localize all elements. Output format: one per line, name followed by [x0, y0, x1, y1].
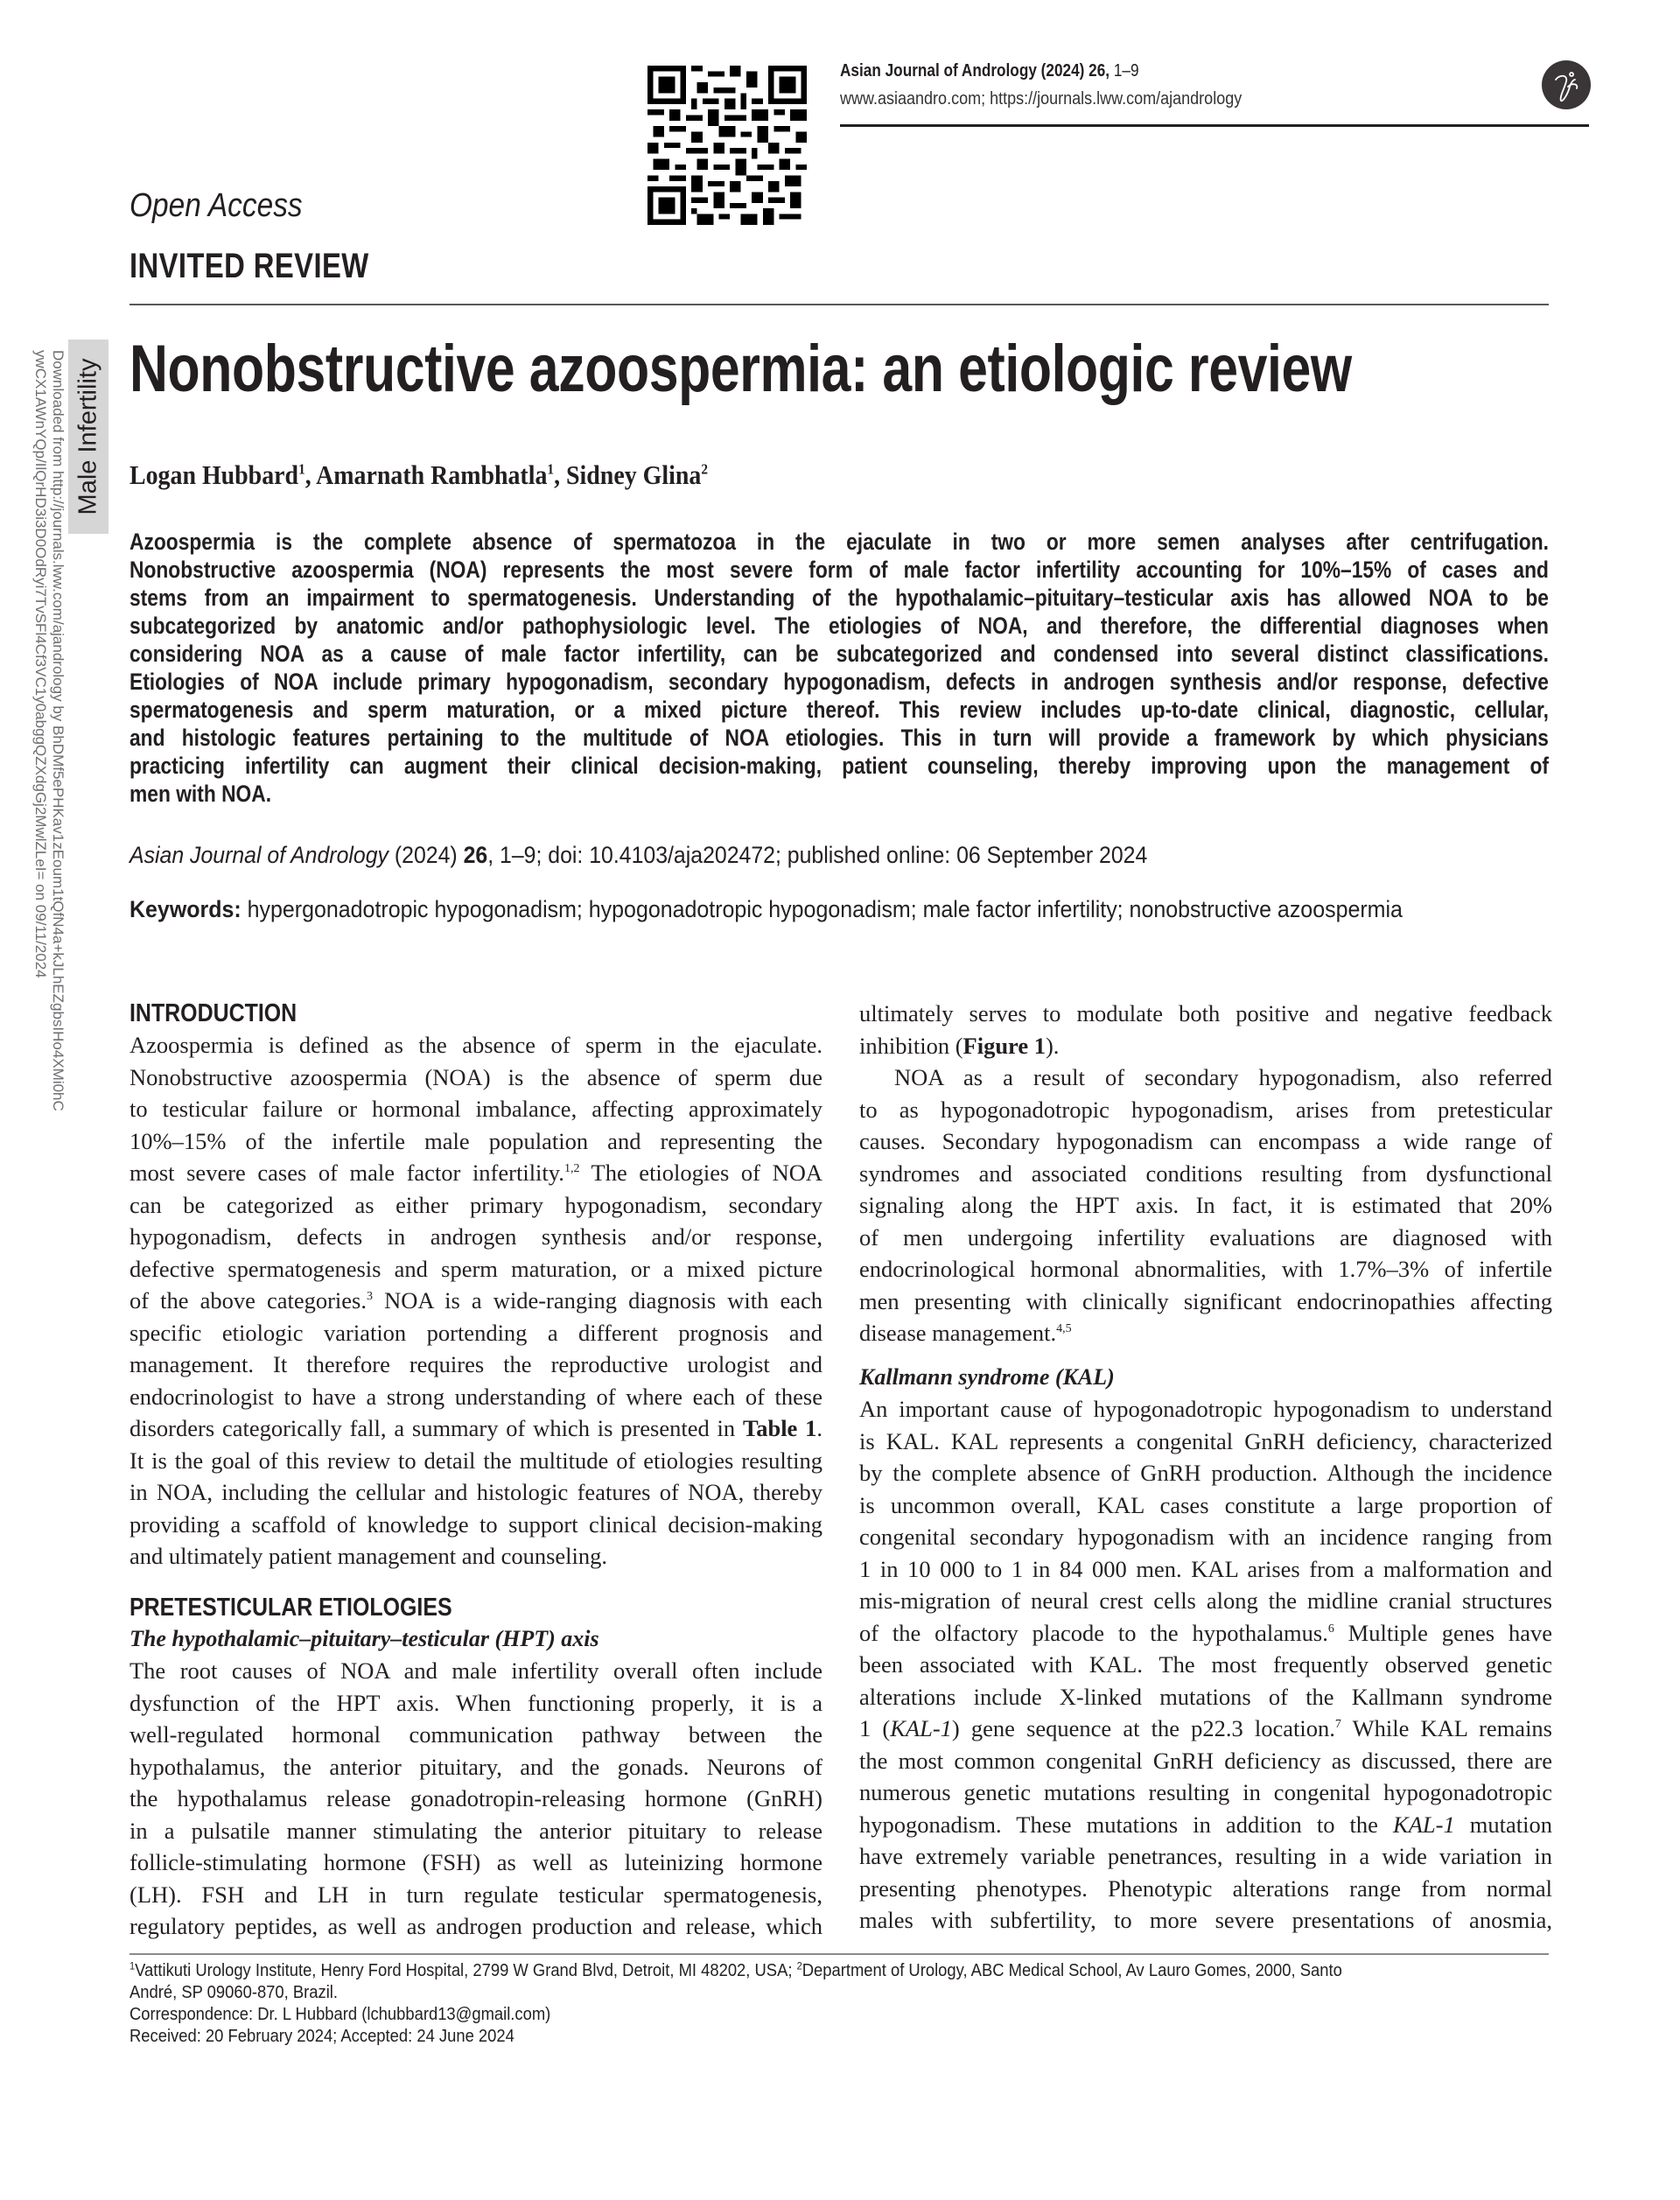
- body-line: hypogonadism, defects in androgen synthesis and/or response,: [130, 1223, 822, 1250]
- body-line: specific etiologic variation portending a different prognosis and: [130, 1319, 822, 1346]
- body-line: by the complete absence of GnRH production. Although the incidence: [859, 1460, 1552, 1486]
- abstract-line: Etiologies of NOA include primary hypogonadism, secondary hypogonadism, defects in androgen synthesis and/or response, defective: [130, 669, 1549, 695]
- footer-rule: [130, 1953, 1549, 1955]
- body-text: 1 (: [859, 1715, 891, 1741]
- article-title: Nonobstructive azoospermia: an etiologic review: [130, 332, 1352, 406]
- body-text: The etiologies of NOA: [579, 1160, 822, 1186]
- body-line: well-regulated hormonal communication pathway between the: [130, 1721, 822, 1748]
- body-line: [130, 1157, 822, 1189]
- abstract-line: practicing infertility can augment their clinical decision-making, patient counseling, thereby improving upon the management of: [130, 753, 1549, 779]
- body-text: ) gene sequence at the p22.3 location.: [951, 1715, 1335, 1741]
- affiliation-1: Vattikuti Urology Institute, Henry Ford Hospital, 2799 W Grand Blvd, Detroit, MI 48202, USA;: [135, 1961, 797, 1980]
- body-line: signaling along the HPT axis. In fact, it is estimated that 20%: [859, 1192, 1552, 1218]
- keywords: [130, 896, 1403, 923]
- body-line: congenital secondary hypogonadism with an incidence ranging from: [859, 1524, 1552, 1550]
- abstract-line: and histologic features pertaining to the multitude of NOA etiologies. This in turn will provide a framework by which physicians: [130, 725, 1549, 751]
- body-text: disease management.: [859, 1320, 1057, 1346]
- body-line: is uncommon overall, KAL cases constitute a large proportion of: [859, 1491, 1552, 1518]
- reference-citation[interactable]: 6: [1327, 1622, 1334, 1636]
- author-name: Amarnath Rambhatla: [316, 459, 548, 490]
- abstract-line: men with NOA.: [130, 781, 272, 807]
- affiliation-2-continued: André, SP 09060-870, Brazil.: [130, 1983, 338, 2002]
- body-line: Azoospermia is defined as the absence of sperm in the ejaculate.: [130, 1032, 822, 1058]
- abstract-line: Azoospermia is the complete absence of spermatozoa in the ejaculate in two or more semen analyses after centrifugation.: [130, 529, 1549, 555]
- article-citation: [130, 842, 1147, 869]
- section-rule: [130, 304, 1549, 305]
- footer-affiliations: [130, 1960, 1549, 2048]
- journal-urls[interactable]: www.asiaandro.com; https://journals.lww.com/ajandrology: [840, 89, 1242, 109]
- table-reference-link[interactable]: Table 1: [742, 1415, 817, 1441]
- abstract-line: Nonobstructive azoospermia (NOA) represents the most severe form of male factor infertility accounting for 10%–15% of cases and: [130, 557, 1549, 583]
- spacer: [130, 1573, 822, 1592]
- body-text: mutation: [1454, 1811, 1552, 1838]
- section-heading-pretesticular: PRETESTICULAR ETIOLOGIES: [130, 1593, 452, 1622]
- reference-citation[interactable]: 7: [1334, 1718, 1341, 1732]
- abstract-line: subcategorized by anatomic and/or pathophysiologic level. The etiologies of NOA, and therefore, the differential diagnoses when: [130, 613, 1549, 639]
- right-column: [859, 998, 1552, 1937]
- body-line: presenting phenotypes. Phenotypic alterations range from normal: [859, 1874, 1552, 1902]
- body-line: numerous genetic mutations resulting in congenital hypogonadotropic: [859, 1779, 1552, 1805]
- body-text: .: [816, 1415, 822, 1441]
- body-text: ).: [1045, 1032, 1060, 1059]
- body-text: inhibition (: [859, 1032, 963, 1059]
- download-notice-line-1: Downloaded from http://journals.lww.com/ajandrology by BhDMf5ePHKav1zEoum1tQfN4a+kJLhEZgbsIHo4XMi0hC: [50, 350, 66, 1111]
- citation-doi[interactable]: , 1–9; doi: 10.4103/aja202472; published online: 06 September 2024: [487, 842, 1148, 868]
- body-line: [859, 1713, 1552, 1745]
- body-text: Multiple genes have: [1334, 1619, 1552, 1646]
- subsection-heading-hpt-axis: The hypothalamic–pituitary–testicular (HPT) axis: [130, 1625, 599, 1651]
- body-line: endocrinological hormonal abnormalities, with 1.7%–3% of infertile: [859, 1256, 1552, 1282]
- section-heading-introduction: INTRODUCTION: [130, 999, 298, 1027]
- body-line: management. It therefore requires the reproductive urologist and: [130, 1351, 822, 1377]
- abstract-line: spermatogenesis and sperm maturation, or a mixed picture thereof. This review includes up-to-date clinical, diagnostic, cellular,: [130, 697, 1549, 723]
- body-line: providing a scaffold of knowledge to support clinical decision-making: [130, 1510, 822, 1538]
- article-type: INVITED REVIEW: [130, 247, 369, 285]
- body-text: most severe cases of male factor infertility.: [130, 1160, 564, 1186]
- body-line: [859, 1809, 1552, 1841]
- author-name: Logan Hubbard: [130, 459, 299, 490]
- body-line: mis-migration of neural crest cells along the midline cranial structures: [859, 1587, 1552, 1614]
- affiliation-number: 2: [796, 1959, 802, 1972]
- body-line: is KAL. KAL represents a congenital GnRH deficiency, characterized: [859, 1427, 1552, 1454]
- journal-logo-icon: [1542, 60, 1591, 109]
- reference-citation[interactable]: 1,2: [564, 1162, 580, 1176]
- gene-name: KAL-1: [1393, 1811, 1455, 1838]
- body-line: to testicular failure or hormonal imbalance, affecting approximately: [130, 1096, 822, 1122]
- body-line: follicle-stimulating hormone (FSH) as well as luteinizing hormone: [130, 1849, 822, 1875]
- reference-citation[interactable]: 4,5: [1056, 1322, 1072, 1336]
- open-access-label: Open Access: [130, 187, 303, 224]
- body-line: males with subfertility, to more severe presentations of anosmia,: [859, 1907, 1552, 1933]
- body-line: of men undergoing infertility evaluations are diagnosed with: [859, 1223, 1552, 1251]
- author-list: Logan Hubbard$^1$, Amarnath Rambhatla$^1$, Sidney Glina$^2$: [130, 459, 708, 490]
- body-text: of the above categories.: [130, 1287, 367, 1314]
- body-line: the hypothalamus release gonadotropin-releasing hormone (GnRH): [130, 1785, 822, 1811]
- body-text: While KAL remains: [1340, 1715, 1552, 1741]
- journal-name: Asian Journal of Andrology (2024) 26,: [840, 61, 1110, 81]
- body-line: [130, 1285, 822, 1317]
- body-line: can be categorized as either primary hypogonadism, secondary: [130, 1191, 822, 1218]
- body-line: An important cause of hypogonadotropic hypogonadism to understand: [859, 1396, 1552, 1422]
- body-line: in a pulsatile manner stimulating the anterior pituitary to release: [130, 1817, 822, 1844]
- keywords-text: hypergonadotropic hypogonadism; hypogonadotropic hypogonadism; male factor infertility; nonobstructive azoospermia: [241, 896, 1403, 922]
- affiliation-number: 1: [130, 1959, 136, 1972]
- body-line: dysfunction of the HPT axis. When functioning properly, it is a: [130, 1689, 822, 1716]
- body-line: and ultimately patient management and counseling.: [130, 1543, 608, 1569]
- figure-reference-link[interactable]: Figure 1: [962, 1032, 1046, 1059]
- abstract-line: stems from an impairment to spermatogenesis. Understanding of the hypothalamic–pituitary–testicular axis has allowed NOA to be: [130, 585, 1549, 611]
- body-line: to as hypogonadotropic hypogonadism, arises from pretesticular: [859, 1096, 1552, 1123]
- body-line: hypothalamus, the anterior pituitary, and the gonads. Neurons of: [130, 1753, 822, 1780]
- author-affiliation: 1: [298, 460, 305, 478]
- spacer: [859, 1349, 1552, 1362]
- body-line: men presenting with clinically significant endocrinopathies affecting: [859, 1287, 1552, 1314]
- body-line: the most common congenital GnRH deficiency as discussed, there are: [859, 1747, 1552, 1774]
- citation-journal: Asian Journal of Andrology: [130, 842, 388, 868]
- body-line: It is the goal of this review to detail the multitude of etiologies resulting: [130, 1447, 822, 1474]
- body-text: NOA is a wide-ranging diagnosis with each: [373, 1287, 822, 1314]
- received-accepted-dates: Received: 20 February 2024; Accepted: 24 June 2024: [130, 2027, 514, 2046]
- qr-code-icon: [648, 66, 807, 225]
- header-rule: [840, 124, 1589, 127]
- body-line: [130, 1412, 822, 1445]
- body-text: disorders categorically fall, a summary of which is presented in: [130, 1415, 743, 1441]
- body-line: The root causes of NOA and male infertility overall often include: [130, 1657, 822, 1684]
- keywords-label: Keywords:: [130, 896, 242, 922]
- citation-volume: 26: [463, 842, 488, 868]
- author-name: Sidney Glina: [566, 459, 702, 490]
- reference-citation[interactable]: 3: [367, 1290, 373, 1304]
- body-line: endocrinologist to have a strong understanding of where each of these: [130, 1383, 822, 1410]
- body-line: [859, 1030, 1552, 1062]
- body-text: of the olfactory placode to the hypothalamus.: [859, 1619, 1328, 1646]
- author-affiliation: 2: [701, 460, 708, 478]
- body-line: [859, 1617, 1552, 1650]
- side-category-tab: [68, 340, 108, 534]
- body-line: been associated with KAL. The most frequently observed genetic: [859, 1651, 1552, 1678]
- side-category-label: Male Infertility: [74, 358, 102, 515]
- body-line: in NOA, including the cellular and histologic features of NOA, thereby: [130, 1479, 822, 1505]
- body-line: (LH). FSH and LH in turn regulate testicular spermatogenesis,: [130, 1881, 822, 1908]
- body-line: Nonobstructive azoospermia (NOA) is the absence of sperm due: [130, 1063, 822, 1090]
- body-line: NOA as a result of secondary hypogonadism, also referred: [894, 1064, 1552, 1090]
- body-line: alterations include X-linked mutations of the Kallmann syndrome: [859, 1683, 1552, 1710]
- body-line: regulatory peptides, as well as androgen production and release, which: [130, 1913, 822, 1939]
- left-column: [130, 998, 822, 1943]
- body-line: ultimately serves to modulate both positive and negative feedback: [859, 1000, 1552, 1026]
- body-line: causes. Secondary hypogonadism can encompass a wide range of: [859, 1128, 1552, 1154]
- gene-name: KAL-1: [890, 1715, 952, 1741]
- body-line: [859, 1317, 1552, 1349]
- abstract-line: considering NOA as a cause of male factor infertility, can be subcategorized and condensed into several distinct classifications.: [130, 641, 1549, 667]
- affiliations-line: [130, 1960, 1435, 1982]
- abstract: [130, 528, 1549, 808]
- affiliation-2: Department of Urology, ABC Medical School, Av Lauro Gomes, 2000, Santo: [802, 1961, 1342, 1980]
- download-notice-line-2: ywCX1AWnYQp/IlQrHD3i3D0OdRyi7TvSFl4Cf3VC1y0abggQZXdgGj2MwlZLeI= on 09/11/2024: [32, 350, 49, 978]
- journal-citation-header: [840, 61, 1187, 81]
- citation-year: (2024): [388, 842, 464, 868]
- journal-pages: 1–9: [1110, 61, 1139, 81]
- correspondence[interactable]: Correspondence: Dr. L Hubbard (lchubbard13@gmail.com): [130, 2005, 551, 2024]
- body-text: hypogonadism. These mutations in addition to the: [859, 1811, 1394, 1838]
- body-line: have extremely variable penetrances, resulting in a wide variation in: [859, 1843, 1552, 1869]
- subsection-heading-kallmann: Kallmann syndrome (KAL): [859, 1363, 1115, 1390]
- body-line: syndromes and associated conditions resulting from dysfunctional: [859, 1160, 1552, 1187]
- body-line: defective spermatogenesis and sperm maturation, or a mixed picture: [130, 1255, 822, 1282]
- body-line: 10%–15% of the infertile male population and representing the: [130, 1127, 822, 1154]
- author-affiliation: 1: [547, 460, 555, 478]
- body-line: 1 in 10 000 to 1 in 84 000 men. KAL arises from a malformation and: [859, 1555, 1552, 1582]
